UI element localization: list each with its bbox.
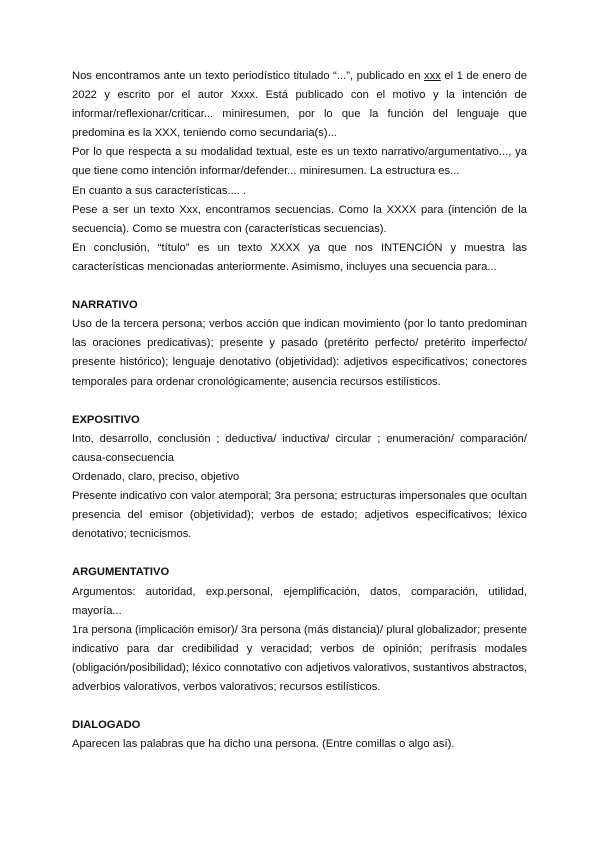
argumentativo-paragraph-1: Argumentos: autoridad, exp.personal, ejemplificación, datos, comparación, utilidad, mayoría...: [72, 585, 527, 617]
argumentativo-paragraph-2: 1ra persona (implicación emisor)/ 3ra persona (más distancia)/ plural globalizador; presente indicativo para dar credibilidad y veracidad; verbos de opinión; perífrasis modales (obligación/posibilidad); léxico connotativo con adjetivos valorativos, sustantivos abstractos, adverbios valorativos, verbos valorativos; recursos estilísticos.: [72, 623, 527, 693]
expositivo-paragraph-2: Ordenado, claro, preciso, objetivo: [72, 470, 240, 483]
spacer: [72, 392, 527, 411]
expositivo-paragraph-1: Into, desarrollo, conclusión ; deductiva/ inductiva/ circular ; enumeración/ comparación/ causa-consecuencia: [72, 432, 527, 464]
underlined-placeholder: xxx: [424, 70, 441, 82]
intro-paragraph-1: [72, 67, 527, 143]
intro-paragraph-5: En conclusión, “título” es un texto XXXX ya que nos INTENCIÓN y muestra las características mencionadas anteriormente. Asimismo, incluyes una secuencia para...: [72, 241, 527, 273]
document-body: [72, 67, 527, 754]
section-heading-narrativo: NARRATIVO: [72, 299, 138, 312]
section-heading-expositivo: EXPOSITIVO: [72, 413, 140, 426]
spacer: [72, 697, 527, 716]
intro-paragraph-4: Pese a ser un texto Xxx, encontramos secuencias. Como la XXXX para (intención de la secuencia). Como se muestra con (características secuencias).: [72, 203, 527, 235]
spacer: [72, 277, 527, 296]
section-heading-dialogado: DIALOGADO: [72, 719, 141, 732]
expositivo-paragraph-3: Presente indicativo con valor atemporal; 3ra persona; estructuras impersonales que ocultan presencia del emisor (objetividad); verbos de estado; adjetivos especificativos; léxico denotativo; tecnicismos.: [72, 490, 527, 541]
spacer: [72, 544, 527, 563]
intro-text-cont: el 1 de enero de 2022 y escrito por el autor Xxxx. Está publicado con el motivo y la intención de informar/reflexionar/criticar... miniresumen, por lo que la función del lenguaje que predomina es la XXX, teniendo como secundaria(s)...: [72, 70, 527, 140]
intro-paragraph-2: Por lo que respecta a su modalidad textual, este es un texto narrativo/argumentativo..., ya que tiene como intención informar/defender... miniresumen. La estructura es...: [72, 146, 527, 178]
intro-text: Nos encontramos ante un texto periodístico titulado “...”, publicado en: [72, 70, 425, 82]
section-heading-argumentativo: ARGUMENTATIVO: [72, 566, 170, 579]
intro-paragraph-3: En cuanto a sus características.... .: [72, 184, 247, 197]
narrativo-paragraph: Uso de la tercera persona; verbos acción que indican movimiento (por lo tanto predominan las oraciones predicativas); presente y pasado (pretérito perfecto/ pretérito imperfecto/ presente histórico); lenguaje denotativo (objetividad): adjetivos especificativos; conectores temporales para ordenar cronológicamente; ausencia recursos estilísticos.: [72, 318, 527, 388]
dialogado-paragraph: Aparecen las palabras que ha dicho una persona. (Entre comillas o algo así).: [72, 738, 455, 751]
